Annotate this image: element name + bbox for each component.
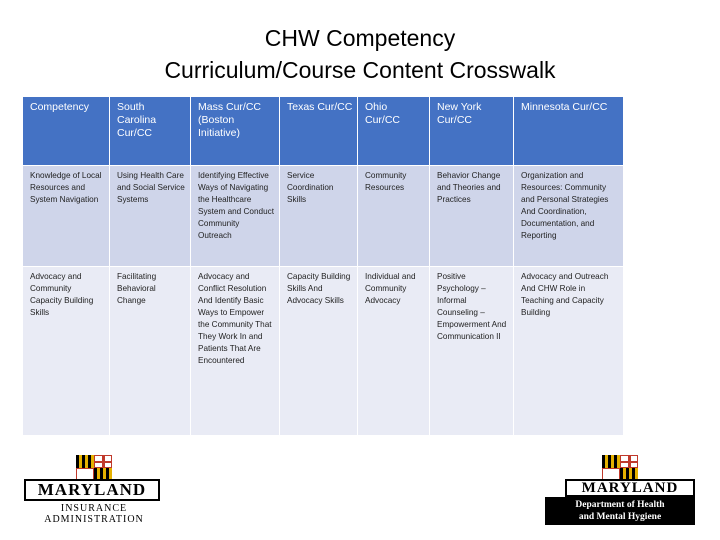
table-cell: Community Resources — [358, 166, 430, 267]
header-competency: Competency — [23, 97, 110, 166]
header-minnesota: Minnesota Cur/CC — [514, 97, 624, 166]
logo-right-name: MARYLAND — [565, 479, 695, 497]
table-header-row — [23, 97, 624, 166]
logo-right-line-2: and Mental Hygiene — [578, 512, 662, 522]
table-cell: Advocacy and Outreach And CHW Role in Teaching and Capacity Building — [514, 267, 624, 436]
table-cell: Identifying Effective Ways of Navigating the Healthcare System and Conduct Community Outreach — [191, 166, 280, 267]
table-cell: Using Health Care and Social Service Systems — [110, 166, 191, 267]
table-cell: Organization and Resources: Community and Personal Strategies And Coordination, Documentation, and Reporting — [514, 166, 624, 267]
maryland-dhmh-logo — [545, 455, 695, 527]
title-line-1: CHW Competency — [264, 25, 456, 51]
maryland-flag-icon — [602, 455, 638, 481]
logo-left-subtitle — [24, 503, 164, 525]
maryland-insurance-administration-logo — [24, 455, 164, 527]
logo-right-line-1: Department of Health — [575, 500, 665, 510]
logo-left-name: MARYLAND — [24, 479, 160, 501]
logo-right-department — [545, 497, 695, 525]
table-cell: Advocacy and Community Capacity Building Skills — [23, 267, 110, 436]
logo-left-line-1: INSURANCE — [60, 503, 128, 514]
title-line-2: Curriculum/Course Content Crosswalk — [164, 57, 556, 83]
table-row — [23, 267, 624, 436]
header-new-york: New York Cur/CC — [430, 97, 514, 166]
table-cell: Capacity Building Skills And Advocacy Skills — [280, 267, 358, 436]
header-south-carolina: South Carolina Cur/CC — [110, 97, 191, 166]
table-cell: Individual and Community Advocacy — [358, 267, 430, 436]
table-cell: Positive Psychology – Informal Counseling – Empowerment And Communication II — [430, 267, 514, 436]
table-cell: Advocacy and Conflict Resolution And Identify Basic Ways to Empower the Community That They Work In and Patients That Are Encountered — [191, 267, 280, 436]
header-mass: Mass Cur/CC (Boston Initiative) — [191, 97, 280, 166]
page-title — [0, 22, 720, 86]
crosswalk-table — [22, 96, 624, 436]
header-texas: Texas Cur/CC — [280, 97, 358, 166]
table-cell: Behavior Change and Theories and Practices — [430, 166, 514, 267]
logo-left-line-2: ADMINISTRATION — [44, 514, 144, 525]
table-row — [23, 166, 624, 267]
maryland-flag-icon — [76, 455, 112, 481]
header-ohio: Ohio Cur/CC — [358, 97, 430, 166]
table-cell: Service Coordination Skills — [280, 166, 358, 267]
table-cell: Facilitating Behavioral Change — [110, 267, 191, 436]
table-cell: Knowledge of Local Resources and System Navigation — [23, 166, 110, 267]
